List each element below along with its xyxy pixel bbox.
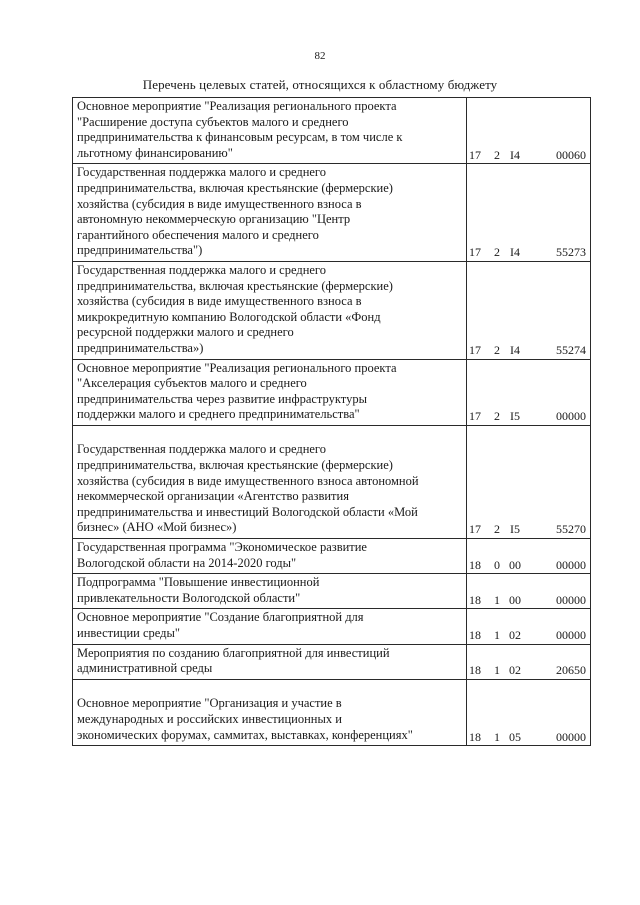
main-event-code: I4 [510,245,520,260]
program-code: 17 [469,147,481,162]
description-line: предпринимательства, включая крестьянские (фермерские) [77,278,393,293]
description-line: хозяйства (субсидия в виде имущественного взноса в [77,294,362,309]
description-line: международных и российских инвестиционных и [77,711,342,726]
subprogram-code: 2 [494,147,500,162]
description-line: поддержки малого и среднего предпринимательства" [77,407,360,422]
description-line: Основное мероприятие "Создание благоприятной для [77,610,364,625]
direction-code: 00000 [556,628,586,642]
description-line: предпринимательства») [77,340,204,355]
description-line: Основное мероприятие "Реализация регионального проекта [77,360,397,375]
direction-code: 00060 [556,147,586,162]
item-code [467,539,591,574]
description-line: Мероприятия по созданию благоприятной для инвестиций [77,645,390,660]
description-line: предпринимательства") [77,243,203,258]
document-title: Перечень целевых статей, относящихся к областному бюджету [142,77,498,92]
description-line: Вологодской области на 2014-2020 годы" [77,555,297,570]
table-row [73,539,591,574]
description-line: хозяйства (субсидия в виде имущественного взноса в [77,196,362,211]
main-event-code: 00 [509,592,521,607]
main-event-code: 05 [509,729,521,744]
description-line: микрокредитную компанию Вологодской области «Фонд [77,309,381,324]
page-number: 82 [314,50,326,62]
table-row [73,679,591,745]
description-line: предпринимательства, включая крестьянские (фермерские) [77,180,393,195]
program-code: 17 [469,342,481,357]
description-line: льготному финансированию" [77,145,233,160]
item-description [73,164,467,262]
item-description [73,261,467,359]
description-line: автономную некоммерческую организацию "Центр [77,212,351,227]
item-code [467,425,591,538]
item-description [73,359,467,425]
direction-code: 55273 [556,245,586,260]
table-row [73,164,591,262]
description-line: Подпрограмма "Повышение инвестиционной [77,575,320,590]
program-code: 17 [469,522,481,537]
description-line: Основное мероприятие "Организация и участие в [77,696,342,711]
main-event-code: I4 [510,147,520,162]
direction-code: 55274 [556,342,586,357]
program-code: 18 [469,592,481,607]
program-code: 17 [469,409,481,424]
table-row [73,574,591,609]
direction-code: 20650 [556,663,586,678]
direction-code: 00000 [556,592,586,607]
item-code [467,98,591,164]
description-line: Государственная поддержка малого и среднего [77,442,326,457]
item-description [73,539,467,574]
item-code [467,261,591,359]
description-line [77,427,463,443]
description-line: Основное мероприятие "Реализация регионального проекта [77,99,397,113]
item-description [73,609,467,644]
description-line: экономических форумах, саммитах, выставках, конференциях" [77,727,413,742]
item-code [467,609,591,644]
description-line: привлекательности Вологодской области" [77,590,301,605]
main-event-code: 00 [509,557,521,572]
item-code [467,574,591,609]
main-event-code: I5 [510,409,520,424]
subprogram-code: 2 [494,409,500,424]
table-row [73,98,591,164]
subprogram-code: 1 [494,592,500,607]
description-line: "Акселерация субъектов малого и среднего [77,376,307,391]
main-event-code: I4 [510,342,520,357]
target-items-table [72,97,591,746]
description-line: ресурсной поддержки малого и среднего [77,325,294,340]
item-description [73,679,467,745]
subprogram-code: 2 [494,245,500,260]
direction-code: 00000 [556,409,586,424]
direction-code: 00000 [556,557,586,572]
item-description [73,425,467,538]
table-row [73,261,591,359]
item-code [467,359,591,425]
direction-code: 00000 [556,729,586,744]
description-line: гарантийного обеспечения малого и среднего [77,227,319,242]
table-row [73,425,591,538]
item-description [73,644,467,679]
program-code: 18 [469,729,481,744]
subprogram-code: 1 [494,729,500,744]
description-line [77,681,463,697]
description-line: хозяйства (субсидия в виде имущественного взноса автономной [77,473,419,488]
subprogram-code: 0 [494,557,500,572]
subprogram-code: 2 [494,522,500,537]
subprogram-code: 2 [494,342,500,357]
item-code [467,644,591,679]
description-line: Государственная поддержка малого и среднего [77,262,326,277]
program-code: 18 [469,663,481,678]
program-code: 18 [469,628,481,642]
main-event-code: I5 [510,522,520,537]
description-line: административной среды [77,661,213,676]
program-code: 18 [469,557,481,572]
description-line: предпринимательства к финансовым ресурсам, в том числе к [77,130,403,145]
table-row [73,359,591,425]
main-event-code: 02 [509,663,521,678]
table-row [73,644,591,679]
description-line: предпринимательства через развитие инфраструктуры [77,391,367,406]
description-line: "Расширение доступа субъектов малого и среднего [77,114,349,129]
subprogram-code: 1 [494,628,500,642]
subprogram-code: 1 [494,663,500,678]
description-line: Государственная программа "Экономическое развитие [77,540,367,555]
item-code [467,164,591,262]
direction-code: 55270 [556,522,586,537]
description-line: некоммерческой организации «Агентство развития [77,489,349,504]
item-description [73,98,467,164]
description-line: инвестиции среды" [77,626,181,640]
description-line: предпринимательства, включая крестьянские (фермерские) [77,458,393,473]
table-row [73,609,591,644]
description-line: Государственная поддержка малого и среднего [77,165,326,180]
item-code [467,679,591,745]
table-body [73,98,591,746]
program-code: 17 [469,245,481,260]
item-description [73,574,467,609]
description-line: предпринимательства и инвестиций Вологодской области «Мой [77,504,418,519]
main-event-code: 02 [509,628,521,642]
description-line: бизнес» (АНО «Мой бизнес») [77,520,237,535]
